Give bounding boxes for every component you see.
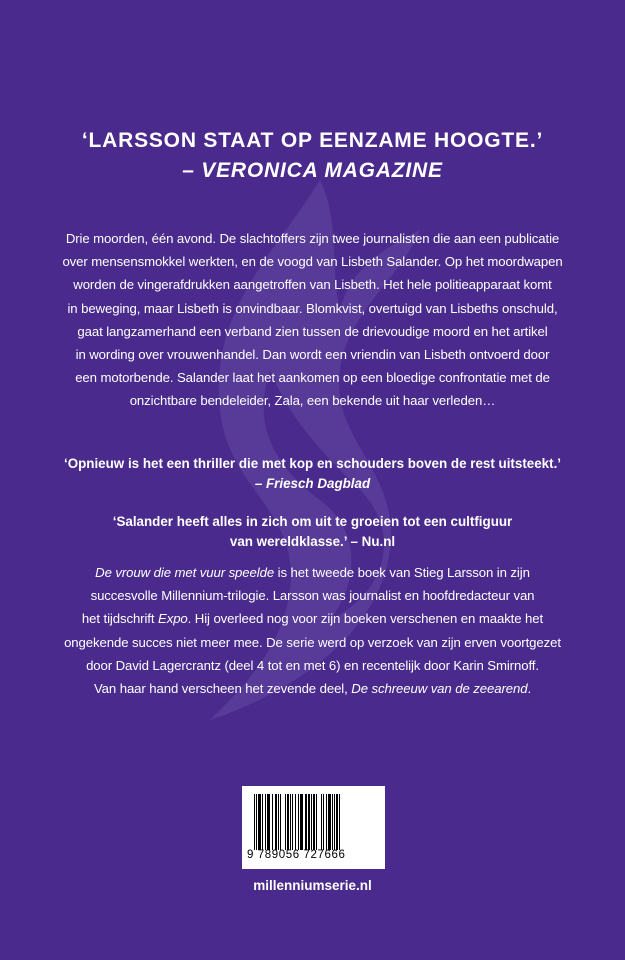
synopsis-line: in wording over vrouwenhandel. Dan wordt een vriendin van Lisbeth ontvoerd door — [75, 347, 550, 363]
book-title: De vrouw die met vuur speelde — [95, 565, 275, 580]
magazine-title: Expo — [158, 611, 188, 627]
about-text: ongekende succes niet meer mee. De serie werd op verzoek van zijn erven voortgezet — [64, 634, 561, 650]
book-title: De schreeuw van de zeearend — [351, 681, 528, 697]
headline-text: ‘LARSSON STAAT OP EENZAME HOOGTE.’ — [81, 129, 544, 152]
review-source: – Friesch Dagblad — [254, 476, 371, 491]
about-text: succesvolle Millennium-trilogie. Larsson was journalist en hoofdredacteur van — [90, 588, 535, 604]
review-quote-line: ‘Salander heeft alles in zich om uit te groeien tot een cultfiguur — [112, 514, 513, 529]
synopsis-line: in beweging, maar Lisbeth is onvindbaar. Blomkvist, overtuigd van Lisbeths onschuld, — [67, 300, 558, 316]
about-text: Van haar hand verscheen het zevende deel, — [93, 681, 352, 697]
synopsis — [56, 227, 569, 413]
review-nu-nl — [40, 512, 585, 552]
about-author — [56, 561, 569, 700]
headline-source: – VERONICA MAGAZINE — [182, 159, 443, 182]
synopsis-line: een motorbende. Salander laat het aankomen op een bloedige confrontatie met de — [75, 370, 550, 386]
synopsis-line: over mensensmokkel werkten, en de voogd van Lisbeth Salander. Op het moordwapen — [62, 254, 563, 270]
review-friesch-dagblad — [40, 454, 585, 494]
synopsis-line: Drie moorden, één avond. De slachtoffers zijn twee journalisten die aan een publicatie — [65, 231, 560, 246]
synopsis-line: onzichtbare bendeleider, Zala, een bekende uit haar verleden… — [129, 393, 496, 409]
barcode-icon — [254, 794, 372, 850]
isbn-barcode — [242, 786, 385, 869]
about-text: . Hij overleed nog voor zijn boeken verschenen en maakte het — [187, 611, 544, 627]
about-text: is het tweede boek van Stieg Larsson in zijn — [274, 565, 530, 580]
isbn-number: 9 789056 727666 — [247, 849, 346, 861]
headline-quote — [0, 126, 625, 186]
review-source: – Nu.nl — [350, 534, 396, 549]
review-quote-line: van wereldklasse.’ — [229, 534, 347, 549]
about-text: het tijdschrift — [81, 611, 158, 627]
review-quote: ‘Opnieuw is het een thriller die met kop en schouders boven de rest uitsteekt.’ — [63, 456, 562, 471]
about-text: door David Lagercrantz (deel 4 tot en met 6) en recentelijk door Karin Smirnoff. — [86, 657, 539, 673]
synopsis-line: gaat langzamerhand een verband zien tussen de drievoudige moord en het artikel — [77, 323, 548, 339]
website-url: millenniumserie.nl — [253, 878, 372, 893]
synopsis-line: worden de vingerafdrukken aangetroffen van Lisbeth. Het hele politieapparaat komt — [73, 277, 552, 293]
about-text: . — [527, 681, 532, 697]
